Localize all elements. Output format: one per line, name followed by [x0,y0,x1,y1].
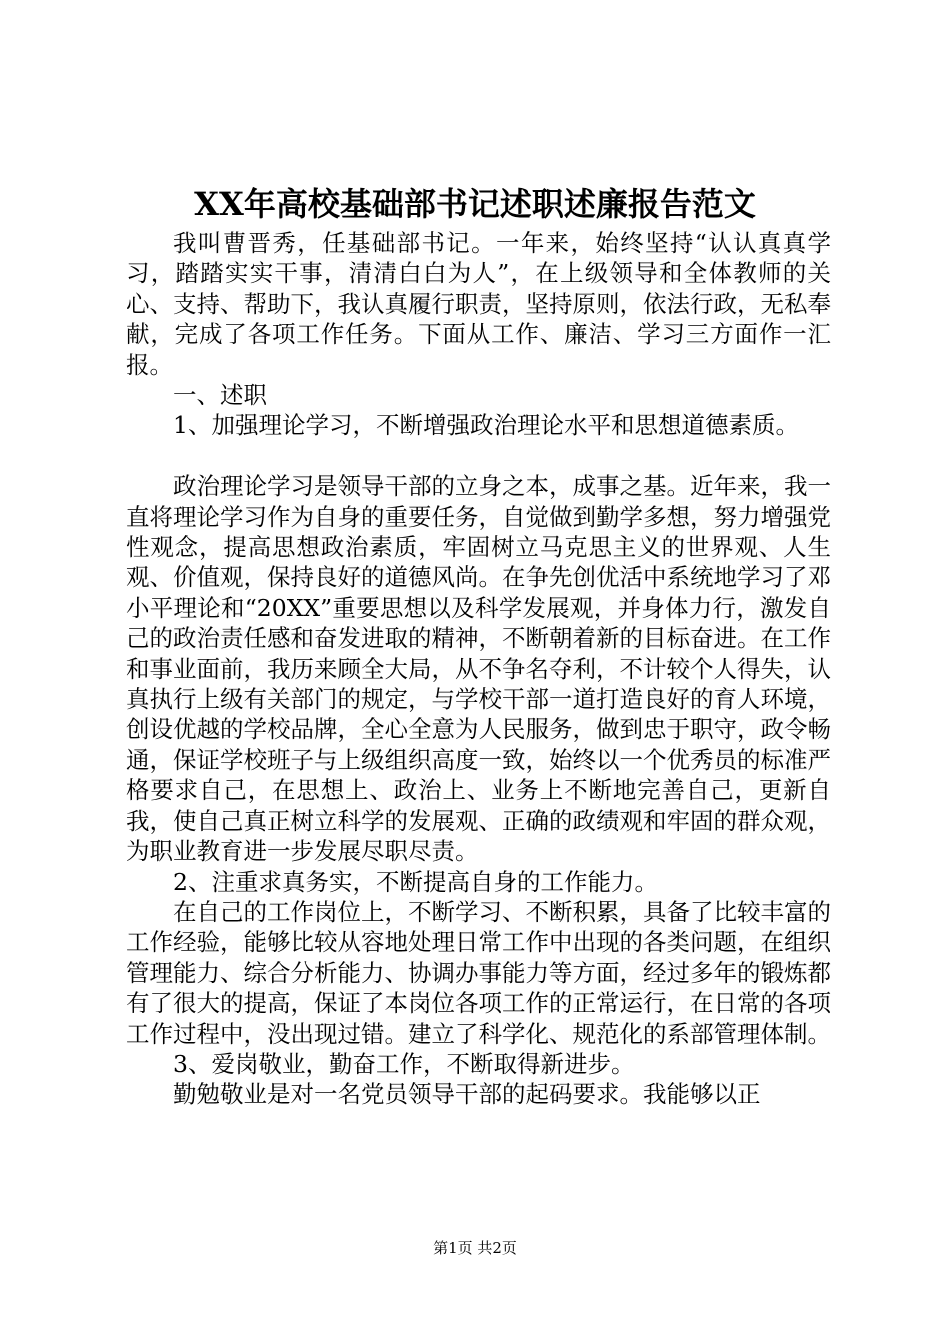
page-number: 第1页 共2页 [433,1239,517,1257]
document-body [126,228,831,1110]
item-heading-2: 2、注重求真务实，不断提高自身的工作能力。 [173,867,658,896]
blank-line [126,441,831,471]
paragraph-theory-study: 政治理论学习是领导干部的立身之本，成事之基。近年来，我一直将理论学习作为自身的重要任务，自觉做到勤学多想，努力增强党性观念，提高思想政治素质，牢固树立马克思主义的世界观、人生观、价值观，保持良好的道德风尚。在争先创优活中系统地学习了邓小平理论和“20XX”重要思想以及科学发展观，并身体力行，激发自己的政治责任感和奋发进取的精神，不断朝着新的目标奋进。在工作和事业面前，我历来顾全大局，从不争名夺利，不计较个人得失，认真执行上级有关部门的规定，与学校干部一道打造良好的育人环境，创设优越的学校品牌，全心全意为人民服务，做到忠于职守，政令畅通，保证学校班子与上级组织高度一致，始终以一个优秀员的标准严格要求自己，在思想上、政治上、业务上不断地完善自己，更新自我，使自己真正树立科学的发展观、正确的政绩观和牢固的群众观，为职业教育进一步发展尽职尽责。 [126,472,831,866]
paragraph-dedication: 勤勉敬业是对一名党员领导干部的起码要求。我能够以正 [173,1080,761,1109]
document-title: XX年高校基础部书记述职述廉报告范文 [194,185,756,223]
item-heading-1: 1、加强理论学习，不断增强政治理论水平和思想道德素质。 [173,411,799,440]
section-heading-shuzhi: 一、述职 [173,381,267,410]
paragraph-work-ability: 在自己的工作岗位上，不断学习、不断积累，具备了比较丰富的工作经验，能够比较从容地处理日常工作中出现的各类问题，在组织管理能力、综合分析能力、协调办事能力等方面，经过多年的锻炼都有了很大的提高，保证了本岗位各项工作的正常运行，在日常的各项工作过程中，没出现过错。建立了科学化、规范化的系部管理体制。 [126,897,831,1048]
paragraph-intro: 我叫曹晋秀，任基础部书记。一年来，始终坚持“认认真真学习，踏踏实实干事，清清白白为人”，在上级领导和全体教师的关心、支持、帮助下，我认真履行职责，坚持原则，依法行政，无私奉献，完成了各项工作任务。下面从工作、廉洁、学习三方面作一汇报。 [126,229,831,379]
item-heading-3: 3、爱岗敬业，勤奋工作，不断取得新进步。 [173,1049,635,1078]
